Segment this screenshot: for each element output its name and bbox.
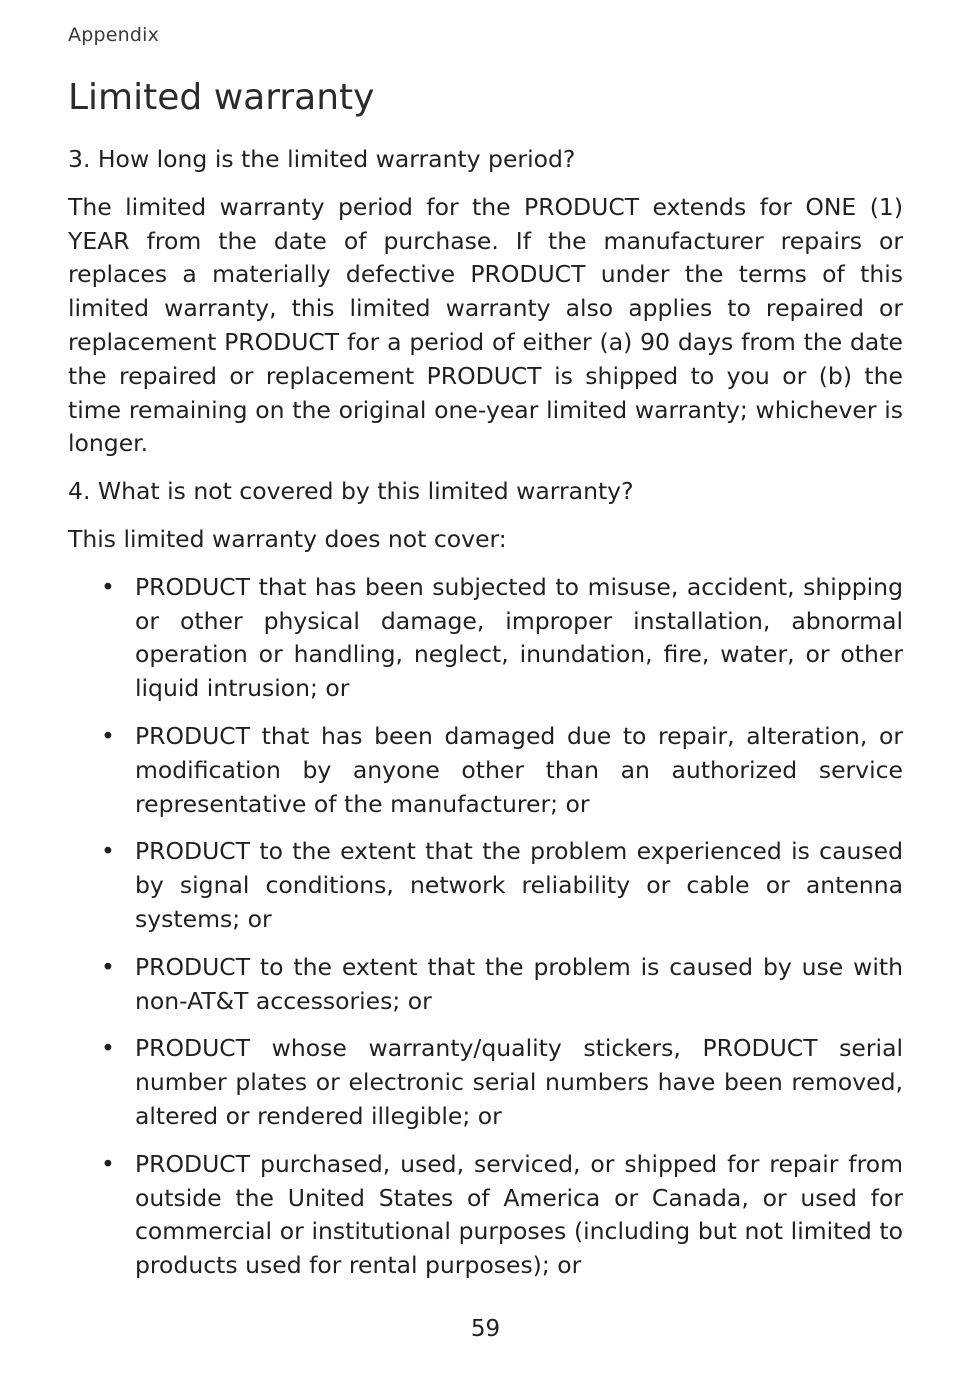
bullet-marker: • — [101, 572, 115, 601]
question-3: 3. How long is the limited warranty period? — [68, 145, 576, 173]
list-item — [68, 951, 903, 1019]
list-item — [68, 1032, 903, 1133]
paragraph-warranty-period: The limited warranty period for the PRODUCT extends for ONE (1) YEAR from the date of purchase. If the manufacturer repairs or replaces a materially defective PRODUCT under the terms of this limited warranty, this limited warranty also applies to repaired or replacement PRODUCT for a period of either (a) 90 days from the date the repaired or replacement PRODUCT is shipped to you or (b) the time remaining on the original one-year limited warranty; whichever is longer. — [68, 192, 903, 458]
list-item — [68, 720, 903, 821]
list-item-text: PRODUCT to the extent that the problem experienced is caused by signal conditions, network reliability or cable or antenna systems; or — [135, 837, 903, 933]
list-item-text: PRODUCT to the extent that the problem is caused by use with non-AT&T accessories; or — [135, 952, 903, 1015]
section-label: Appendix — [68, 24, 160, 46]
page-number: 59 — [470, 1316, 501, 1342]
list-item-text: PRODUCT that has been damaged due to repair, alteration, or modification by anyone other than an authorized service representative of the manufacturer; or — [135, 721, 903, 818]
list-item-text: PRODUCT purchased, used, serviced, or shipped for repair from outside the United States of America or Canada, or used for commercial or institutional purposes (including but not limited to products used for rental purposes); or — [135, 1149, 903, 1280]
paragraph-not-covered-intro: This limited warranty does not cover: — [68, 524, 507, 553]
question-4: 4. What is not covered by this limited warranty? — [68, 477, 634, 506]
list-item — [68, 1148, 903, 1283]
page-title: Limited warranty — [68, 77, 375, 118]
bullet-marker: • — [101, 1034, 115, 1063]
bullet-marker: • — [101, 837, 115, 866]
warranty-content — [68, 143, 903, 1297]
list-item-text: PRODUCT whose warranty/quality stickers, PRODUCT serial number plates or electronic serial numbers have been removed, altered or rendered illegible; or — [135, 1034, 903, 1130]
bullet-marker: • — [101, 721, 115, 750]
exclusions-list — [68, 571, 903, 1283]
list-item-text: PRODUCT that has been subjected to misuse, accident, shipping or other physical damage, improper installation, abnormal operation or handling, neglect, inundation, fire, water, or other liquid intrusion; or — [135, 572, 903, 703]
list-item — [68, 571, 903, 706]
bullet-marker: • — [101, 1149, 115, 1178]
bullet-marker: • — [101, 952, 115, 981]
list-item — [68, 835, 903, 936]
